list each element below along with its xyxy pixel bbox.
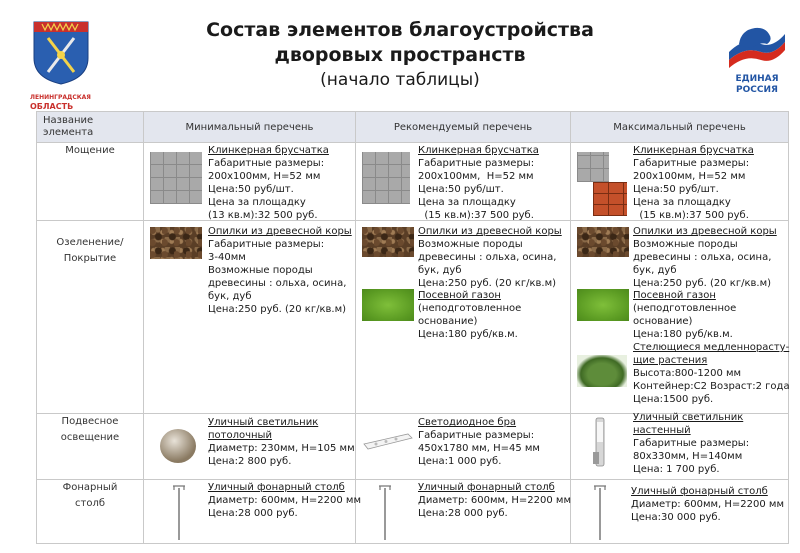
greening-max-lawn-text: (неподготовленное основание) Цена:180 руб/кв.м.	[633, 303, 737, 340]
greening-rec-lawn-item	[418, 289, 521, 341]
bark-mulch-image	[362, 227, 414, 257]
greening-rec-bark-title: Опилки из древесной коры	[418, 226, 562, 237]
lighting-rec-item	[418, 416, 540, 468]
greening-max-shrub-title: Стелющиеся медленнорасту- щие растения	[633, 342, 790, 366]
cell-greening-rec	[356, 221, 571, 414]
lamppost-min-item	[208, 481, 361, 520]
lamppost-min-title: Уличный фонарный столб	[208, 482, 345, 493]
header-recommended: Рекомендуемый перечень	[356, 112, 571, 143]
row-name-lighting	[37, 414, 144, 480]
cell-paving-rec	[356, 143, 571, 221]
greening-rec-bark-text: Возможные породы древесины : ольха, осина, бук, дуб Цена:250 руб. (20 кг/кв.м)	[418, 239, 557, 289]
paving-rec-text: Габаритные размеры: 200x100мм, Н=52 мм Цена:50 руб/шт. Цена за площадку (15 кв.м):37 500 руб.	[418, 158, 535, 221]
title-line-2: дворовых пространств	[274, 44, 526, 66]
greening-max-shrub-text: Высота:800-1200 мм Контейнер:С2 Возраст:2 года Цена:1500 руб.	[633, 368, 790, 405]
clinker-paver-image	[150, 152, 202, 204]
cell-lamppost-rec	[356, 480, 571, 544]
greening-max-bark-item	[633, 225, 777, 290]
lighting-rec-title: Светодиодное бра	[418, 417, 517, 428]
lawn-image	[362, 289, 414, 321]
cell-greening-max	[571, 221, 789, 414]
lighting-max-item	[633, 411, 749, 476]
cell-lamppost-max	[571, 480, 789, 544]
bear-flag-icon	[725, 22, 789, 70]
row-name-paving: Мощение	[37, 143, 144, 221]
cell-paving-max	[571, 143, 789, 221]
table-header-row	[37, 112, 789, 143]
greening-rec-bark-item	[418, 225, 562, 290]
led-sconce-icon	[362, 430, 414, 454]
row-name-greening-text: Озеленение/ Покрытие	[56, 237, 124, 264]
united-russia-logo	[725, 22, 789, 102]
lamppost-icon	[378, 482, 392, 540]
paving-min-title: Клинкерная брусчатка	[208, 145, 329, 156]
cell-lighting-min	[144, 414, 356, 480]
lamppost-max-item	[631, 485, 784, 524]
row-name-lamppost	[37, 480, 144, 544]
title-line-3: (начало таблицы)	[320, 70, 480, 90]
lamppost-max-title: Уличный фонарный столб	[631, 486, 768, 497]
header-element-name	[37, 112, 144, 143]
greening-max-lawn-title: Посевной газон	[633, 290, 716, 301]
clinker-paver-image	[362, 152, 410, 204]
paving-rec-title: Клинкерная брусчатка	[418, 145, 539, 156]
greening-max-shrub-item	[633, 341, 790, 406]
logo-right-caption-2: РОССИЯ	[736, 85, 778, 95]
lamppost-rec-item	[418, 481, 571, 520]
lamppost-icon	[593, 482, 607, 540]
greening-max-lawn-item	[633, 289, 736, 341]
cell-lamppost-min	[144, 480, 362, 544]
shrub-image	[577, 355, 627, 387]
greening-min-item	[208, 225, 352, 316]
lamppost-icon	[172, 482, 186, 540]
greening-max-bark-text: Возможные породы древесины : ольха, осина, бук, дуб Цена:250 руб. (20 кг/кв.м)	[633, 239, 772, 289]
paving-max-text: Габаритные размеры: 200x100мм, Н=52 мм Цена:50 руб/шт. Цена за площадку (15 кв.м):37 500 руб.	[633, 158, 750, 221]
logo-left-caption-1: ЛЕНИНГРАДСКАЯ	[30, 94, 91, 101]
greening-max-bark-title: Опилки из древесной коры	[633, 226, 777, 237]
cell-greening-min	[144, 221, 356, 414]
lighting-min-text: Диаметр: 230мм, Н=105 мм Цена:2 800 руб.	[208, 443, 355, 467]
cell-paving-min	[144, 143, 356, 221]
bark-mulch-image	[150, 227, 202, 259]
lighting-rec-text: Габаритные размеры: 450x1780 мм, Н=45 мм Цена:1 000 руб.	[418, 430, 540, 467]
logo-right-caption-1: ЕДИНАЯ	[735, 74, 779, 84]
lighting-min-title: Уличный светильник потолочный	[208, 417, 319, 441]
table-row-lighting	[37, 414, 789, 480]
bark-mulch-image	[577, 227, 629, 257]
cell-lighting-max	[571, 414, 789, 480]
row-name-lamppost-text: Фонарный столб	[62, 482, 118, 509]
header-maximal: Максимальный перечень	[571, 112, 789, 143]
row-name-lighting-text: Подвесное освещение	[60, 416, 120, 443]
lighting-max-text: Габаритные размеры: 80x330мм, Н=140мм Цена: 1 700 руб.	[633, 438, 750, 475]
lamppost-max-text: Диаметр: 600мм, Н=2200 мм Цена:30 000 руб.	[631, 499, 785, 523]
lighting-min-item	[208, 416, 355, 468]
paving-min-item	[208, 144, 329, 222]
greening-min-text: Габаритные размеры: 3-40мм Возможные породы древесины : ольха, осина, бук, дуб Цена:250 руб. (20 кг/кв.м)	[208, 239, 347, 315]
paving-min-text: Габаритные размеры: 200x100мм, Н=52 мм Цена:50 руб/шт. Цена за площадку (13 кв.м):32 500 руб.	[208, 158, 325, 221]
paving-max-title: Клинкерная брусчатка	[633, 145, 754, 156]
wall-lamp-icon	[591, 416, 609, 472]
table-row-lamppost	[37, 480, 789, 544]
table-row-paving	[37, 143, 789, 221]
title-line-1: Состав элементов благоустройства	[206, 19, 594, 41]
row-name-greening	[37, 221, 144, 414]
header-minimal: Минимальный перечень	[144, 112, 356, 143]
lighting-max-title: Уличный светильник настенный	[633, 412, 744, 436]
paving-rec-item	[418, 144, 539, 222]
lamppost-rec-text: Диаметр: 600мм, Н=2200 мм Цена:28 000 руб.	[418, 495, 572, 519]
page-title	[150, 18, 650, 92]
logo-left-caption-2: ОБЛАСТЬ	[30, 102, 74, 111]
lawn-image	[577, 289, 629, 321]
greening-rec-lawn-text: (неподготовленное основание) Цена:180 руб/кв.м.	[418, 303, 522, 340]
greening-min-title: Опилки из древесной коры	[208, 226, 352, 237]
red-paver-image	[593, 182, 627, 216]
ceiling-lamp-icon	[158, 426, 198, 466]
cell-lighting-rec	[356, 414, 571, 480]
leningrad-oblast-logo	[30, 20, 92, 111]
lamppost-min-text: Диаметр: 600мм, Н=2200 мм Цена:28 000 руб.	[208, 495, 362, 519]
gray-paver-image	[577, 152, 609, 182]
paving-max-item	[633, 144, 754, 222]
greening-rec-lawn-title: Посевной газон	[418, 290, 501, 301]
coat-of-arms-icon	[30, 20, 92, 86]
lamppost-rec-title: Уличный фонарный столб	[418, 482, 555, 493]
header-element-name-text: Название элемента	[43, 115, 94, 138]
elements-table	[36, 111, 789, 544]
table-row-greening	[37, 221, 789, 414]
